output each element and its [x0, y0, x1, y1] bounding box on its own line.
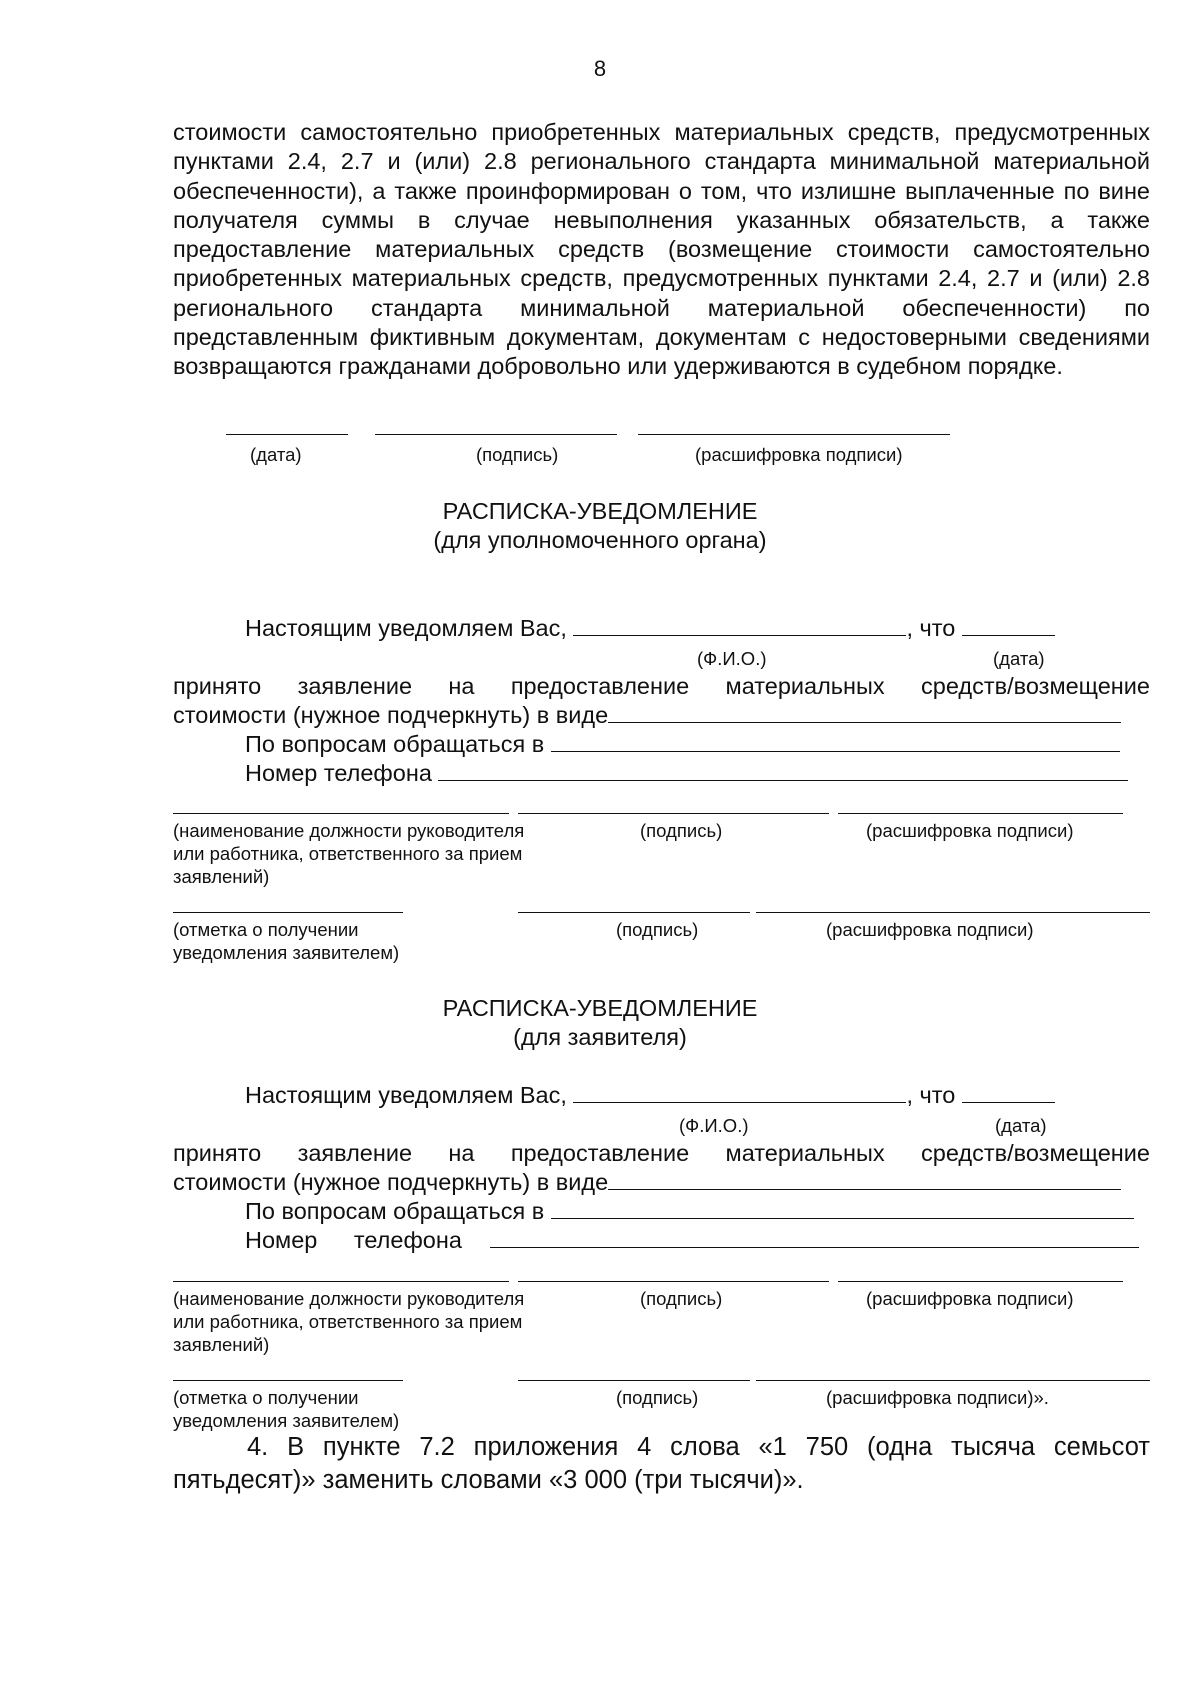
phone-word-2: телефона — [353, 1227, 462, 1253]
position-label: (наименование должности руководителя или работника, ответственного за прием заявлений) — [173, 820, 525, 887]
position-label: (наименование должности руководителя или работника, ответственного за прием заявлений) — [173, 1288, 525, 1355]
date-label: (дата) — [250, 444, 302, 465]
signature-label: (подпись) — [640, 1288, 723, 1309]
date-blank — [962, 1082, 1055, 1103]
receipt-authority-title: РАСПИСКА-УВЕДОМЛЕНИЕ — [442, 498, 758, 524]
notify-prefix: Настоящим уведомляем Вас, — [245, 1082, 567, 1108]
receipt-applicant-subtitle: (для заявителя) — [513, 1024, 687, 1050]
authority-accepted-line — [173, 672, 1150, 701]
decoding-label: (расшифровка подписи) — [866, 820, 1074, 841]
notify-middle: , что — [906, 615, 956, 641]
authority-phone-row — [245, 759, 1128, 788]
position-line — [173, 813, 509, 814]
phone-label: Номер телефона — [245, 760, 432, 786]
contact-label: По вопросам обращаться в — [245, 731, 545, 757]
receipt-mark-label: (отметка о получении уведомления заявителем) — [173, 1387, 400, 1431]
signature-line — [518, 813, 829, 814]
word: средств/возмещение — [921, 1140, 1150, 1166]
word: предоставление — [510, 673, 690, 699]
word: заявление — [297, 673, 413, 699]
page-number: 8 — [593, 56, 607, 81]
fio-label: (Ф.И.О.) — [697, 648, 767, 669]
decoding-line — [838, 1281, 1123, 1282]
cost-text: стоимости (нужное подчеркнуть) в виде — [173, 1169, 609, 1195]
contact-blank — [551, 731, 1120, 752]
contact-blank — [551, 1198, 1134, 1219]
phone-blank — [438, 760, 1128, 781]
applicant-notify-row — [245, 1081, 1055, 1110]
signature-label: (подпись) — [640, 820, 723, 841]
signature-line — [375, 434, 617, 435]
phone-blank — [490, 1227, 1139, 1248]
decoding-label: (расшифровка подписи) — [826, 919, 1034, 940]
intro-paragraph: стоимости самостоятельно приобретенных материальных средств, предусмотренных пунктами 2.4, 2.7 и (или) 2.8 регионального стандарта минимальной материальной обеспеченности), а также проинформирован о том, что излишне выплаченные по вине получателя суммы в случае невыполнения указанных обязательств, а также предоставление материальных средств (возмещение стоимости самостоятельно приобретенных материальных средств, предусмотренных пунктами 2.4, 2.7 и (или) 2.8 регионального стандарта минимальной материальной обеспеченности) по представленным фиктивным документам, документам с недостоверными сведениями возвращаются гражданами добровольно или удерживаются в судебном порядке. — [173, 119, 1150, 380]
contact-label: По вопросам обращаться в — [245, 1198, 545, 1224]
cost-blank — [608, 702, 1121, 723]
phone-word-1: Номер — [245, 1227, 318, 1253]
authority-contact-row — [245, 730, 1120, 759]
signature-line — [518, 1380, 750, 1381]
applicant-contact-row — [245, 1197, 1134, 1226]
word: заявление — [297, 1140, 413, 1166]
decoding-line — [756, 1380, 1150, 1381]
notify-middle: , что — [906, 1082, 956, 1108]
receipt-mark-label: (отметка о получении уведомления заявителем) — [173, 919, 400, 963]
date-blank — [962, 615, 1055, 636]
receipt-mark-line — [173, 1380, 403, 1381]
fio-label: (Ф.И.О.) — [679, 1115, 749, 1136]
fio-blank — [573, 615, 906, 636]
decoding-label: (расшифровка подписи) — [695, 444, 903, 465]
signature-label: (подпись) — [476, 444, 559, 465]
signature-line — [518, 912, 750, 913]
date-small-label: (дата) — [995, 1115, 1047, 1136]
signature-label: (подпись) — [616, 919, 699, 940]
decoding-label: (расшифровка подписи)». — [826, 1387, 1049, 1408]
receipt-mark-line — [173, 912, 403, 913]
decoding-line — [756, 912, 1150, 913]
decoding-signature-line — [638, 434, 950, 435]
signature-label: (подпись) — [616, 1387, 699, 1408]
final-paragraph: 4. В пункте 7.2 приложения 4 слова «1 750 (одна тысяча семьсот пятьдесят)» заменить словами «3 000 (три тысячи)». — [173, 1433, 1150, 1494]
word: на — [448, 673, 475, 699]
authority-notify-row — [245, 614, 1055, 643]
cost-text: стоимости (нужное подчеркнуть) в виде — [173, 702, 609, 728]
authority-cost-row — [173, 701, 1121, 730]
receipt-authority-subtitle: (для уполномоченного органа) — [433, 527, 767, 553]
word: средств/возмещение — [921, 673, 1150, 699]
receipt-applicant-title: РАСПИСКА-УВЕДОМЛЕНИЕ — [442, 995, 758, 1021]
decoding-label: (расшифровка подписи) — [866, 1288, 1074, 1309]
word: принято — [173, 1140, 262, 1166]
word: предоставление — [510, 1140, 690, 1166]
position-line — [173, 1281, 509, 1282]
applicant-cost-row — [173, 1168, 1121, 1197]
word: принято — [173, 673, 262, 699]
date-signature-line — [226, 434, 348, 435]
applicant-phone-row — [245, 1226, 1139, 1255]
decoding-line — [838, 813, 1123, 814]
cost-blank — [608, 1169, 1121, 1190]
word: материальных — [725, 673, 885, 699]
notify-prefix: Настоящим уведомляем Вас, — [245, 615, 567, 641]
fio-blank — [573, 1082, 906, 1103]
word: материальных — [725, 1140, 885, 1166]
date-small-label: (дата) — [993, 648, 1045, 669]
word: на — [448, 1140, 475, 1166]
signature-line — [518, 1281, 829, 1282]
applicant-accepted-line — [173, 1139, 1150, 1168]
